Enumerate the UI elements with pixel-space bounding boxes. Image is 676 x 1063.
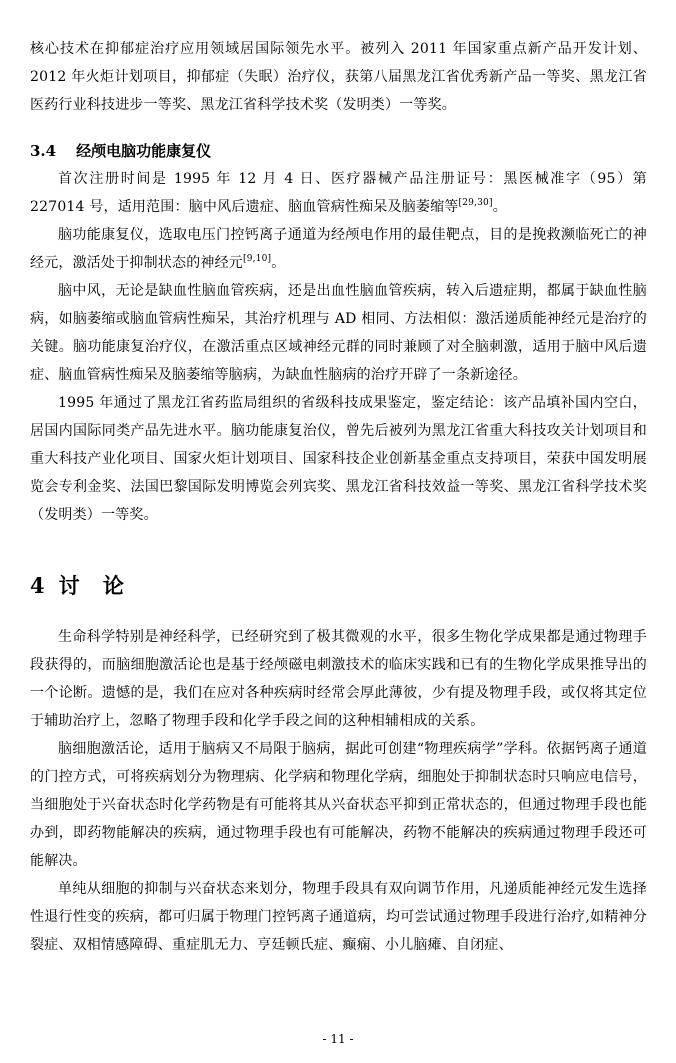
page-body <box>30 35 647 959</box>
section-heading-3-4 <box>30 137 647 165</box>
paragraph: 脑中风，无论是缺血性脑血管疾病，还是出血性脑血管疾病，转入后遗症期，都属于缺血性脑病，如脑萎缩或脑血管病性痴呆，其治疗机理与 AD 相同、方法相似：激活递质能神经元是治疗的关键。脑功能康复治疗仪，在激活重点区域神经元群的同时兼顾了对全脑刺激，适用于脑中风后遗症、脑血管病性痴呆及脑萎缩等脑病，为缺血性脑病的治疗开辟了一条新途径。 <box>30 283 647 383</box>
paragraph-end: 。 <box>271 255 286 271</box>
section-heading-4 <box>30 571 647 601</box>
citation-ref: [9,10] <box>243 254 272 264</box>
section-title: 讨 论 <box>58 573 132 598</box>
paragraph-text: 脑功能康复仪，选取电压门控钙离子通道为经颅电作用的最佳靶点，目的是挽救濒临死亡的神经元，激活处于抑制状态的神经元 <box>30 227 647 271</box>
paragraph-text: 首次注册时间是 1995 年 12 月 4 日、医疗器械产品注册证号：黑医械准字（95）第 227014 号，适用范围：脑中风后遗症、脑血管病性痴呆及脑萎缩等 <box>30 171 647 215</box>
citation-ref: [29,30] <box>458 198 493 208</box>
section-title: 经颅电脑功能康复仪 <box>76 142 212 160</box>
paragraph: 单纯从细胞的抑制与兴奋状态来划分，物理手段具有双向调节作用，凡递质能神经元发生选择性退行性变的疾病，都可归属于物理门控钙离子通道病，均可尝试通过物理手段进行治疗,如精神分裂症、双相情感障碍、重症肌无力、亨廷顿氏症、癫痫、小儿脑瘫、自闭症、 <box>30 881 647 953</box>
page-number: - 11 - <box>322 1032 354 1046</box>
section-number: 3.4 <box>30 142 57 160</box>
paragraph <box>30 221 647 277</box>
paragraph <box>30 165 647 221</box>
paragraph-end: 。 <box>492 199 507 215</box>
section-number: 4 <box>30 573 53 598</box>
paragraph: 脑细胞激活论，适用于脑病又不局限于脑病，据此可创建“物理疾病学”学科。依据钙离子通道的门控方式，可将疾病划分为物理病、化学病和物理化学病，细胞处于抑制状态时只响应电信号，当细胞处于兴奋状态时化学药物是有可能将其从兴奋状态平抑到正常状态的，但通过物理手段也能办到，即药物能解决的疾病，通过物理手段也有可能解决，药物不能解决的疾病通过物理手段还可能解决。 <box>30 741 647 869</box>
paragraph: 1995 年通过了黑龙江省药监局组织的省级科技成果鉴定，鉴定结论：该产品填补国内空白，居国内国际同类产品先进水平。脑功能康复治仪，曾先后被列为黑龙江省重大科技攻关计划项目和重大科技产业化项目、国家火炬计划项目、国家科技企业创新基金重点支持项目，荣获中国发明展览会专利金奖、法国巴黎国际发明博览会列宾奖、黑龙江省科技效益一等奖、黑龙江省科学技术奖（发明类）一等奖。 <box>30 395 647 523</box>
intro-paragraph: 核心技术在抑郁症治疗应用领域居国际领先水平。被列入 2011 年国家重点新产品开发计划、2012 年火炬计划项目，抑郁症（失眠）治疗仪，获第八届黑龙江省优秀新产品一等奖、黑龙江省医药行业科技进步一等奖、黑龙江省科学技术奖（发明类）一等奖。 <box>30 41 647 113</box>
paragraph: 生命科学特别是神经科学，已经研究到了极其微观的水平，很多生物化学成果都是通过物理手段获得的，而脑细胞激活论也是基于经颅磁电刺激技术的临床实践和已有的生物化学成果推导出的一个论断。遗憾的是，我们在应对各种疾病时经常会厚此薄彼，少有提及物理手段，或仅将其定位于辅助治疗上，忽略了物理手段和化学手段之间的这种相辅相成的关系。 <box>30 629 647 729</box>
